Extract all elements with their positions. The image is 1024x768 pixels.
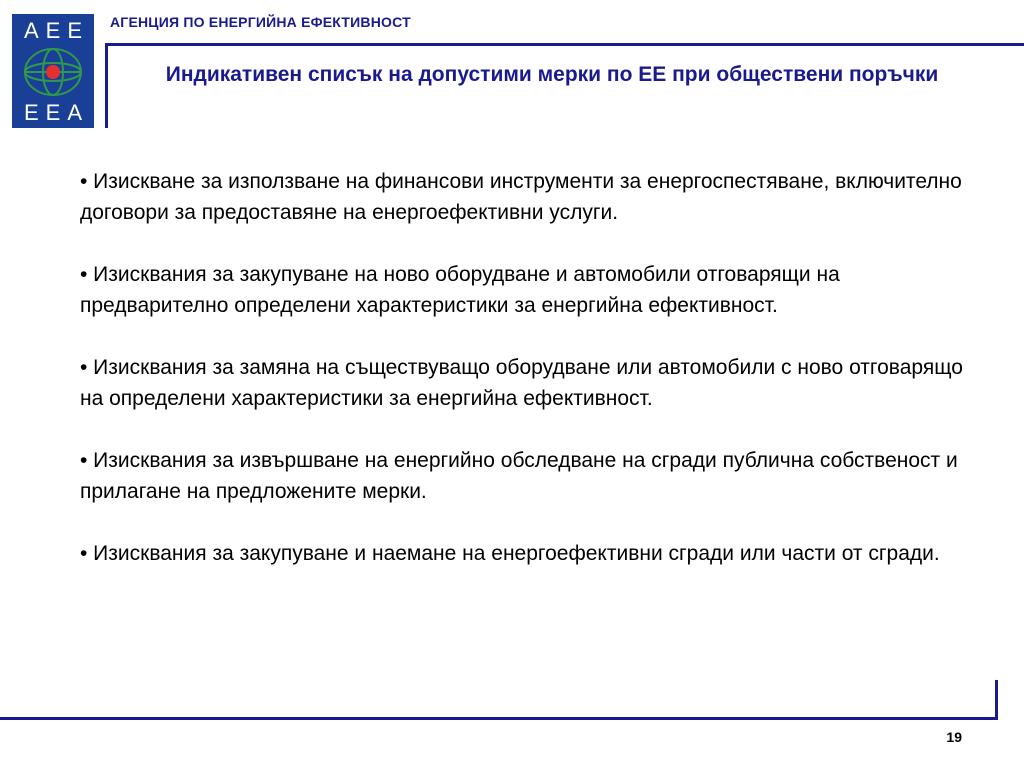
globe-icon: [22, 47, 84, 97]
header-divider-horizontal: [105, 43, 1024, 46]
logo-top-letters: AEE: [23, 18, 90, 43]
bullet-item: • Изисквания за закупуване на ново оборудване и автомобили отговарящи на предварително определени характеристики за енергийна ефективност.: [80, 263, 840, 317]
page-number: 19: [946, 729, 962, 745]
bullet-item: • Изискване за използване на финансови инструменти за енергоспестяване, включително договори за предоставяне на енергоефективни услуги.: [80, 170, 962, 224]
slide-title: Индикативен списък на допустими мерки по ЕЕ при обществени поръчки: [165, 63, 939, 86]
bullet-list: [80, 166, 970, 569]
bullet-item: • Изисквания за замяна на съществуващо оборудване или автомобили с ново отговарящо на определени характеристики за енергийна ефективност.: [80, 356, 963, 410]
header-divider-vertical: [105, 44, 108, 128]
agency-name: АГЕНЦИЯ ПО ЕНЕРГИЙНА ЕФЕКТИВНОСТ: [110, 14, 411, 30]
agency-logo: [12, 14, 94, 128]
bullet-item: • Изисквания за извършване на енергийно обследване на сгради публична собственост и прилагане на предложените мерки.: [80, 449, 958, 503]
footer-divider-vertical: [995, 680, 998, 720]
bullet-item: • Изисквания за закупуване и наемане на енергоефективни сгради или части от сгради.: [80, 542, 940, 565]
logo-bottom-letters: EEA: [23, 100, 90, 125]
footer-divider-horizontal: [0, 717, 998, 720]
